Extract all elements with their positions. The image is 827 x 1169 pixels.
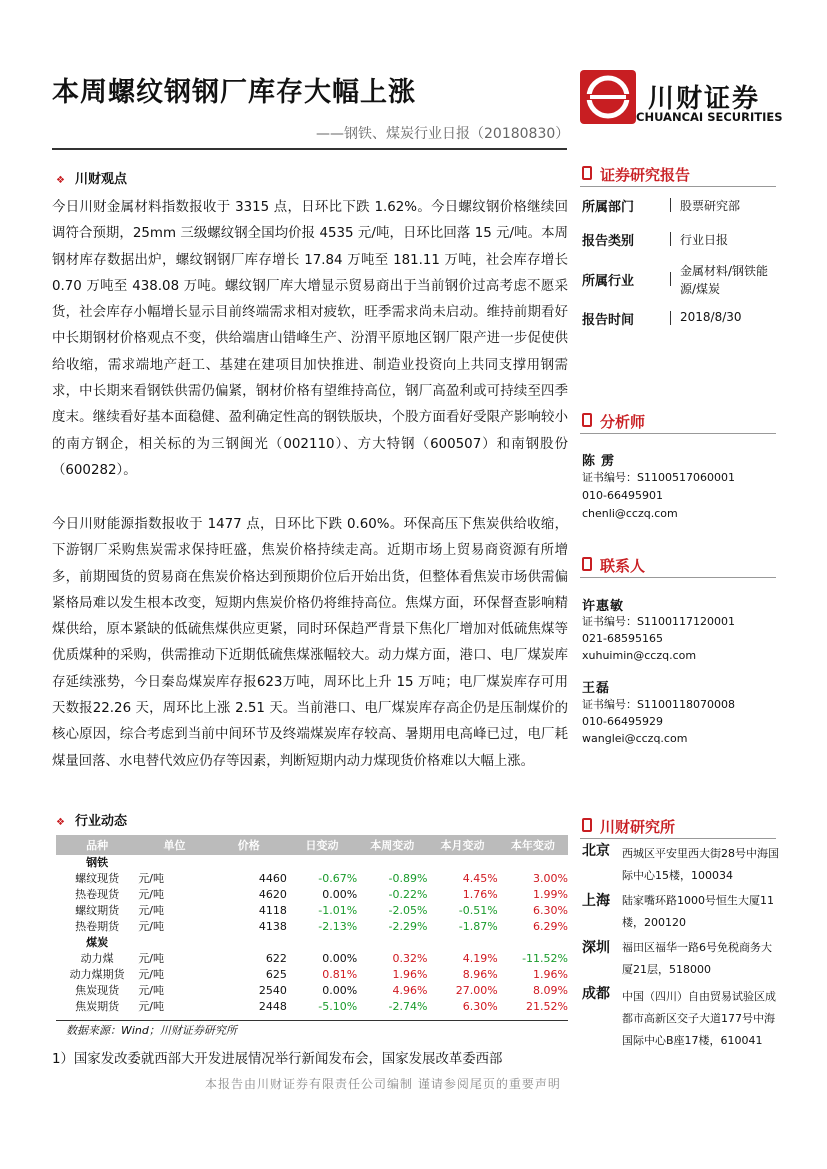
table-cell-empty: [138, 855, 210, 871]
analyst-phone: 010-66495901: [582, 489, 663, 502]
table-cell-empty: [287, 855, 357, 871]
office-address: 陆家嘴环路1000号恒生大厦11楼，200120: [622, 894, 774, 929]
info-value-department: 股票研究部: [680, 199, 741, 213]
section-heading-views: ❖ 川财观点: [56, 172, 127, 187]
table-cell-name: 螺纹现货: [75, 872, 120, 885]
info-separator: [670, 311, 671, 325]
contact-phone: 010-66495929: [582, 715, 663, 728]
views-paragraph-coal: 今日川财能源指数报收于 1477 点，日环比下跌 0.60%。环保高压下焦炭供给收缩，下游钢厂采购焦炭需求保持旺盛，焦炭价格持续走高。近期市场上贸易商资源有所增多，前期囤货的贸易商在焦炭价格达到预期价位后开始出货，但整体看焦炭市场供需偏紧格局难以发生根本改变，短期内焦炭价格仍将维持高位。焦煤方面，环保督查影响精煤供给，原本紧缺的低硫焦煤供应更紧，同时环保趋严背景下焦化厂增加对低硫焦煤等优质煤种的采购，供需推动下近期低硫焦煤涨幅较大。动力煤方面，港口、电厂煤炭库存延续涨势，今日秦岛煤炭库存报623万吨，周环比上升 15 万吨；电厂煤炭库存可用天数报22.26 天，周环比上涨 2.51 天。当前港口、电厂煤炭库存高企仍是压制煤价的核心原因，综合考虑到当前中间环节及终端煤炭库存较高、暑期用电高峰已过，电厂耗煤量回落、水电替代效应仍存等因素，判断短期内动力煤现货价格难以大幅上涨。: [52, 517, 568, 769]
office-city: 成都: [582, 986, 610, 1002]
table-cell-week-change: -0.22%: [388, 888, 428, 901]
contact-name: 王磊: [582, 681, 611, 696]
section-marker-icon: [582, 413, 592, 427]
table-cell-empty: [427, 935, 497, 951]
table-cell-day-change: 0.00%: [322, 984, 358, 997]
table-cell-name: 热卷期货: [75, 920, 120, 933]
table-cell-name: 动力煤: [80, 952, 114, 965]
office-address: 福田区福华一路6号免税商务大厦21层，518000: [622, 941, 772, 976]
table-cell-day-change: -5.10%: [318, 1000, 358, 1013]
table-cell-name: 动力煤期货: [69, 968, 125, 981]
logo-name-cn: 川财证券: [648, 84, 761, 114]
table-cell-week-change: 0.32%: [392, 952, 428, 965]
section-marker-icon: [582, 557, 592, 571]
table-cell-empty: [357, 935, 427, 951]
table-cell-price: 4118: [258, 904, 287, 917]
column-header: 本月变动: [427, 835, 497, 855]
column-header: 单位: [138, 835, 210, 855]
info-value-category: 行业日报: [680, 233, 729, 247]
table-cell-week-change: -2.29%: [388, 920, 428, 933]
table-cell-price: 4460: [258, 872, 287, 885]
table-cell-year-change: 21.52%: [526, 1000, 568, 1013]
table-cell-name: 螺纹期货: [75, 904, 120, 917]
contact-cert: 证书编号：S1100118070008: [582, 698, 735, 711]
table-cell-unit: 元/吨: [138, 872, 165, 885]
office-city: 深圳: [582, 940, 610, 956]
info-separator: [670, 198, 671, 212]
table-row: [56, 919, 568, 935]
analyst-cert: 证书编号：S1100517060001: [582, 471, 735, 484]
data-source: 数据来源：Wind；川财证券研究所: [66, 1024, 237, 1037]
table-cell-year-change: 8.09%: [533, 984, 568, 997]
table-cell-month-change: -1.87%: [458, 920, 498, 933]
table-row: [56, 951, 568, 967]
table-cell-week-change: -2.74%: [388, 1000, 428, 1013]
table-cell-name: 热卷现货: [75, 888, 120, 901]
office-city: 上海: [582, 893, 610, 909]
table-cell-name: 焦炭期货: [75, 1000, 120, 1013]
table-cell-empty: [211, 935, 287, 951]
table-cell-week-change: -2.05%: [388, 904, 428, 917]
sidebar-divider: [580, 577, 776, 578]
table-row: [56, 903, 568, 919]
table-cell-empty: [211, 855, 287, 871]
analyst-email[interactable]: chenli@cczq.com: [582, 507, 678, 520]
sidebar-heading-institute: 川财研究所: [600, 818, 676, 836]
table-cell-day-change: -1.01%: [318, 904, 358, 917]
column-header: 日变动: [287, 835, 357, 855]
table-cell-price: 4138: [258, 920, 287, 933]
table-cell-week-change: 1.96%: [392, 968, 428, 981]
column-header: 本周变动: [357, 835, 427, 855]
table-cell-week-change: -0.89%: [388, 872, 428, 885]
report-title: 本周螺纹钢钢厂库存大幅上涨: [52, 77, 416, 108]
info-label-department: 所属部门: [582, 200, 635, 215]
table-cell-year-change: 1.96%: [533, 968, 568, 981]
table-cell-empty: [138, 935, 210, 951]
contact-cert: 证书编号：S1100117120001: [582, 615, 735, 628]
news-item-1: 1）国家发改委就西部大开发进展情况举行新闻发布会，国家发展改革委西部: [52, 1052, 503, 1067]
table-cell-year-change: 6.29%: [533, 920, 568, 933]
table-row: [56, 887, 568, 903]
table-row: [56, 967, 568, 983]
column-header: 本年变动: [498, 835, 568, 855]
table-row: [56, 983, 568, 999]
footer-disclaimer: 本报告由川财证券有限责任公司编制 谨请参阅尾页的重要声明: [205, 1077, 561, 1091]
section-marker-icon: [582, 818, 592, 832]
section-marker-icon: [582, 166, 592, 180]
table-cell-month-change: 1.76%: [462, 888, 498, 901]
sidebar-heading-contacts: 联系人: [600, 557, 646, 575]
table-cell-unit: 元/吨: [138, 968, 165, 981]
column-header: 品种: [56, 835, 138, 855]
table-cell-day-change: -0.67%: [318, 872, 358, 885]
table-cell-month-change: 6.30%: [462, 1000, 498, 1013]
info-separator: [670, 232, 671, 246]
table-cell-month-change: 8.96%: [462, 968, 498, 981]
office-address: 西城区平安里西大街28号中海国际中心15楼，100034: [622, 847, 779, 882]
table-cell-empty: [287, 935, 357, 951]
info-value-date: 2018/8/30: [680, 310, 742, 324]
table-row: [56, 871, 568, 887]
contact-email[interactable]: xuhuimin@cczq.com: [582, 649, 697, 662]
table-cell-empty: [427, 855, 497, 871]
section-heading-industry: ❖ 行业动态: [56, 814, 127, 829]
sidebar-heading-analyst: 分析师: [600, 413, 646, 431]
column-header: 价格: [211, 835, 287, 855]
table-cell-unit: 元/吨: [138, 984, 165, 997]
table-row: [56, 999, 568, 1015]
table-cell-price: 2448: [258, 1000, 287, 1013]
table-cell-price: 625: [265, 968, 287, 981]
office-city: 北京: [582, 843, 610, 859]
table-cell-unit: 元/吨: [138, 1000, 165, 1013]
table-cell-month-change: 4.45%: [462, 872, 498, 885]
table-bottom-rule: [56, 1020, 568, 1021]
info-value-industry: 金属材料/钢铁能源/煤炭: [680, 264, 769, 296]
report-subtitle: ——钢铁、煤炭行业日报（20180830）: [316, 126, 570, 142]
table-cell-unit: 元/吨: [138, 888, 165, 901]
contact-name: 许惠敏: [582, 599, 625, 614]
table-cell-unit: 元/吨: [138, 920, 165, 933]
table-cell-week-change: 4.96%: [392, 984, 428, 997]
table-cell-day-change: 0.00%: [322, 888, 358, 901]
info-separator: [670, 272, 671, 286]
sidebar-heading-report: 证券研究报告: [600, 166, 691, 184]
table-cell-day-change: 0.81%: [322, 968, 358, 981]
table-cell-price: 2540: [258, 984, 287, 997]
table-cell-month-change: 27.00%: [455, 984, 498, 997]
info-label-category: 报告类别: [582, 234, 635, 249]
table-header-row: [56, 835, 568, 855]
info-label-industry: 所属行业: [582, 274, 635, 289]
table-cell-name: 焦炭现货: [75, 984, 120, 997]
office-address: 中国（四川）自由贸易试验区成都市高新区交子大道177号中海国际中心B座17楼，610041: [622, 990, 776, 1047]
table-cell-day-change: 0.00%: [322, 952, 358, 965]
table-cell-price: 622: [265, 952, 287, 965]
table-group-row: [56, 935, 568, 951]
chuancai-logo-icon: [580, 70, 636, 124]
sidebar-divider: [580, 433, 776, 434]
table-cell-empty: [498, 935, 568, 951]
table-group-label: 钢铁: [86, 856, 109, 869]
table-group-label: 煤炭: [86, 936, 109, 949]
industry-price-table: [56, 835, 568, 1015]
table-cell-price: 4620: [258, 888, 287, 901]
table-cell-month-change: -0.51%: [458, 904, 498, 917]
table-cell-empty: [357, 855, 427, 871]
views-paragraph-steel: 今日川财金属材料指数报收于 3315 点，日环比下跌 1.62%。今日螺纹钢价格继续回调符合预期，25mm 三级螺纹钢全国均价报 4535 元/吨，日环比回落 15 元/吨。本周钢材库存数据出炉，螺纹钢钢厂库存增长 17.84 万吨至 181.11 万吨，社会库存增长 0.70 万吨至 438.08 万吨。螺纹钢厂库大增显示贸易商出于当前钢价过高考虑不愿采货，社会库存小幅增长显示目前终端需求相对疲软，旺季需求尚未启动。维持前期看好中长期钢材价格观点不变，供给端唐山错峰生产、汾渭平原地区钢厂限产进一步促使供给收缩，需求端地产赶工、基建在建项目加快推进、制造业投资向上共同支撑用钢需求，中长期来看钢铁供需仍偏紧，钢材价格有望维持高位，钢厂高盈利或可持续至四季度末。继续看好基本面稳健、盈利确定性高的钢铁版块，个股方面看好受限产影响较小的南方钢企，相关标的为三钢闽光（002110）、方大特钢（600507）和南钢股份（600282）。: [52, 200, 568, 478]
sidebar-divider: [580, 186, 776, 187]
table-cell-day-change: -2.13%: [318, 920, 358, 933]
logo-name-en: CHUANCAI SECURITIES: [636, 110, 783, 124]
contact-email[interactable]: wanglei@cczq.com: [582, 732, 688, 745]
diamond-icon: ❖: [56, 817, 65, 828]
sidebar-divider: [580, 838, 776, 839]
table-cell-year-change: 3.00%: [533, 872, 568, 885]
info-label-date: 报告时间: [582, 313, 635, 328]
table-cell-unit: 元/吨: [138, 952, 165, 965]
table-cell-year-change: 1.99%: [533, 888, 568, 901]
table-cell-unit: 元/吨: [138, 904, 165, 917]
table-cell-year-change: -11.52%: [522, 952, 568, 965]
table-group-row: [56, 855, 568, 871]
contact-phone: 021-68595165: [582, 632, 663, 645]
table-cell-year-change: 6.30%: [533, 904, 568, 917]
header-divider: [52, 148, 567, 150]
diamond-icon: ❖: [56, 175, 65, 186]
table-cell-empty: [498, 855, 568, 871]
analyst-name: 陈雳: [582, 454, 621, 469]
table-cell-month-change: 4.19%: [462, 952, 498, 965]
